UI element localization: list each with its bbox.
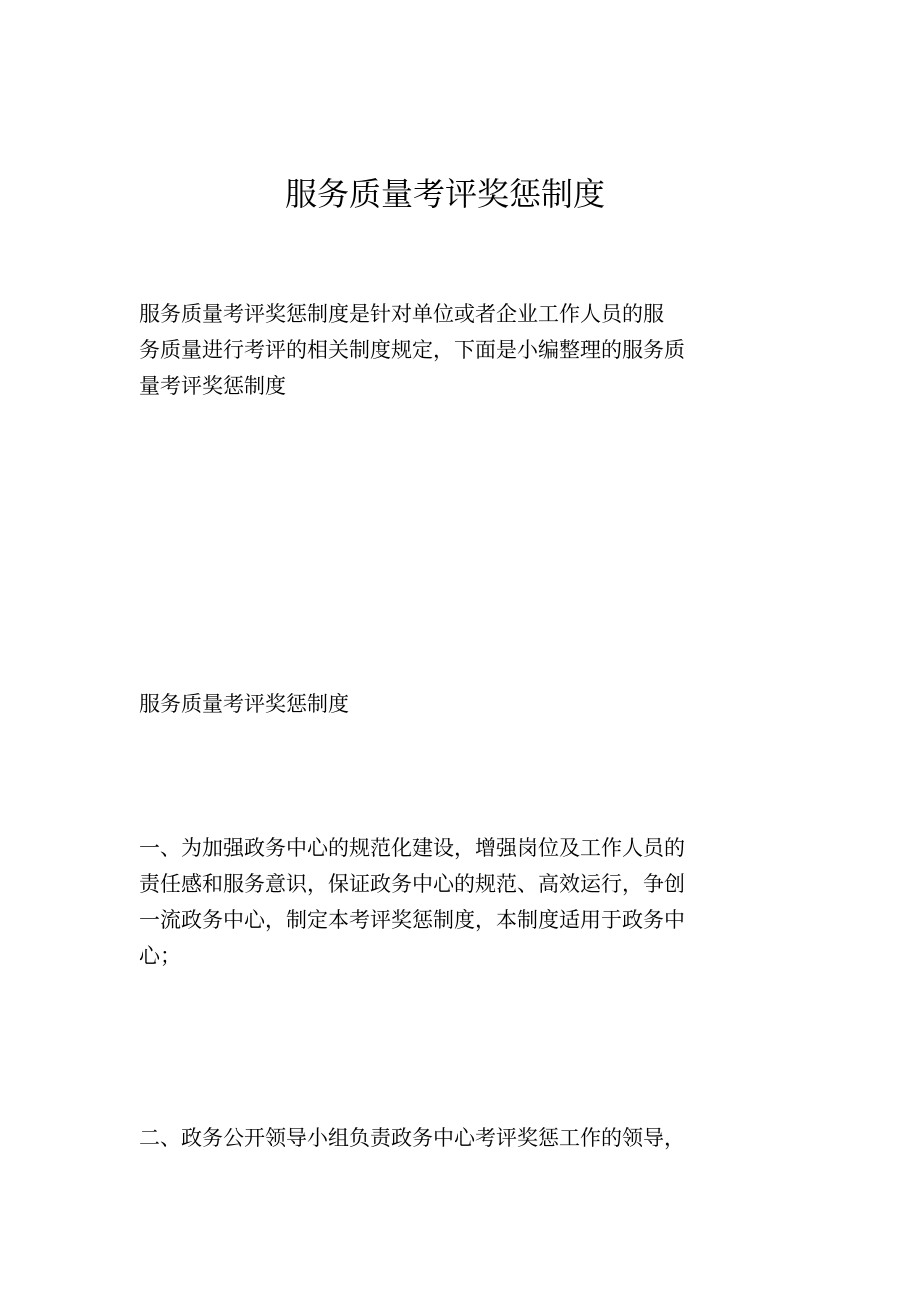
clause-one-line: 责任感和服务意识，保证政务中心的规范、高效运行，争创 xyxy=(139,872,685,896)
intro-paragraph xyxy=(139,296,739,404)
clause-one-line: 心； xyxy=(139,944,181,968)
section-heading xyxy=(139,686,739,722)
clause-one-paragraph xyxy=(139,830,739,974)
clause-one-line: 一、为加强政务中心的规范化建设，增强岗位及工作人员的 xyxy=(139,836,685,860)
document-title: 服务质量考评奖惩制度 xyxy=(284,175,605,213)
section-heading-text: 服务质量考评奖惩制度 xyxy=(139,692,349,716)
clause-two-line: 二、政务公开领导小组负责政务中心考评奖惩工作的领导， xyxy=(139,1126,685,1150)
intro-line: 量考评奖惩制度 xyxy=(139,374,286,398)
clause-two-paragraph xyxy=(139,1120,739,1156)
intro-line: 务质量进行考评的相关制度规定，下面是小编整理的服务质 xyxy=(139,338,685,362)
intro-line: 服务质量考评奖惩制度是针对单位或者企业工作人员的服 xyxy=(139,302,664,326)
clause-one-line: 一流政务中心，制定本考评奖惩制度，本制度适用于政务中 xyxy=(139,908,685,932)
